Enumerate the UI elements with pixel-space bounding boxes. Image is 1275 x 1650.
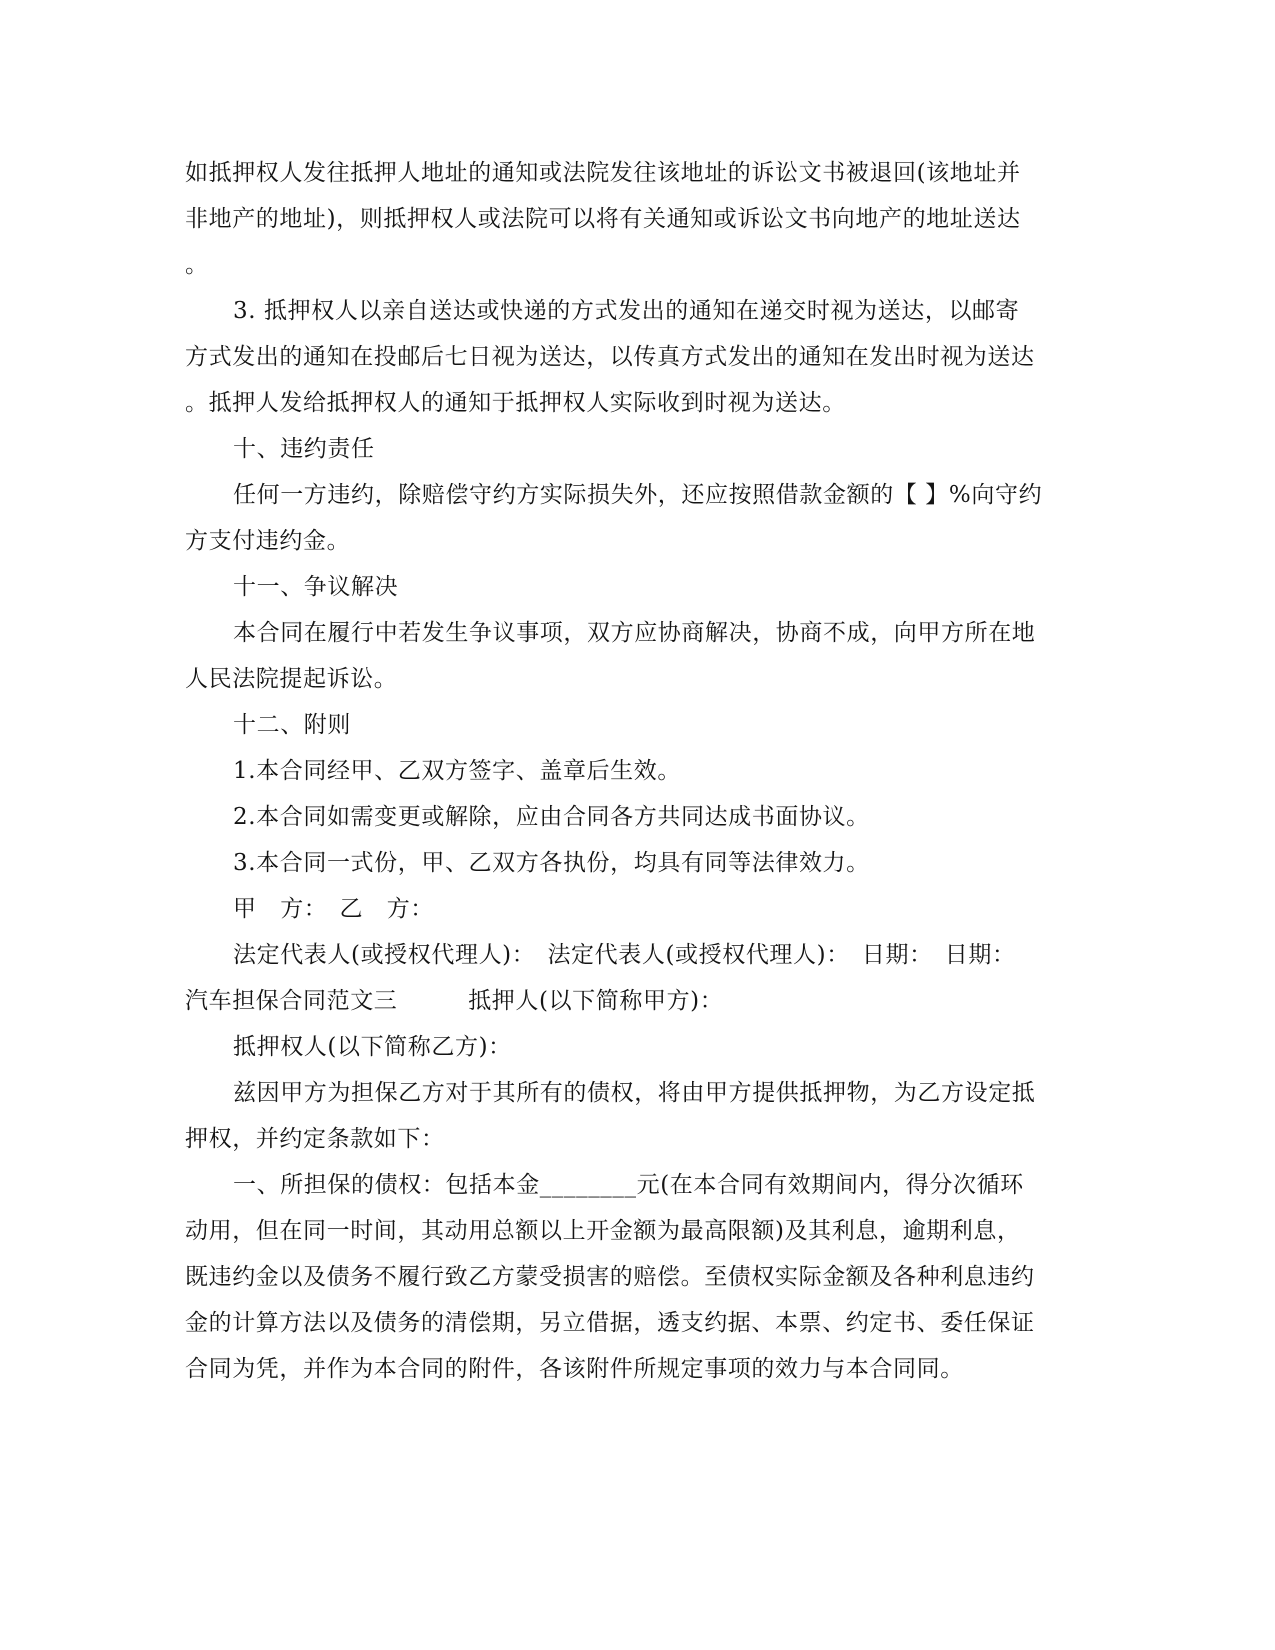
- text-line: 既违约金以及债务不履行致乙方蒙受损害的赔偿。至债权实际金额及各种利息违约: [185, 1264, 1035, 1290]
- signature-line: 甲 方： 乙 方：: [233, 896, 434, 922]
- text-line: 任何一方违约，除赔偿守约方实际损失外，还应按照借款金额的【 】%向守约: [233, 482, 1043, 508]
- section-heading: 十一、争议解决: [233, 574, 399, 600]
- section-heading: 十、违约责任: [233, 436, 375, 462]
- text-line: 一、所担保的债权：包括本金________元(在本合同有效期间内，得分次循环: [233, 1172, 1024, 1198]
- text-line: 1.本合同经甲、乙双方签字、盖章后生效。: [233, 758, 681, 784]
- text-line: 人民法院提起诉讼。: [185, 666, 398, 692]
- text-line: 押权，并约定条款如下：: [185, 1126, 445, 1152]
- text-line: 本合同在履行中若发生争议事项，双方应协商解决，协商不成，向甲方所在地: [233, 620, 1036, 646]
- text-line: 3. 抵押权人以亲自送达或快递的方式发出的通知在递交时视为送达，以邮寄: [233, 298, 1020, 324]
- text-line: 方式发出的通知在投邮后七日视为送达，以传真方式发出的通知在发出时视为送达: [185, 344, 1035, 370]
- section-heading: 十二、附则: [233, 712, 351, 738]
- text-line: 合同为凭，并作为本合同的附件，各该附件所规定事项的效力与本合同同。: [185, 1356, 964, 1382]
- signature-line: 法定代表人(或授权代理人)： 法定代表人(或授权代理人)： 日期： 日期：: [233, 942, 1016, 968]
- text-line: 汽车担保合同范文三 抵押人(以下简称甲方)：: [185, 988, 724, 1014]
- text-line: 金的计算方法以及债务的清偿期，另立借据，透支约据、本票、约定书、委任保证: [185, 1310, 1035, 1336]
- text-line: 非地产的地址)，则抵押权人或法院可以将有关通知或诉讼文书向地产的地址送达: [185, 206, 1021, 232]
- text-line: 3.本合同一式份，甲、乙双方各执份，均具有同等法律效力。: [233, 850, 870, 876]
- text-line: 如抵押权人发往抵押人地址的通知或法院发往该地址的诉讼文书被退回(该地址并: [185, 160, 1021, 186]
- text-line: 动用，但在同一时间，其动用总额以上开金额为最高限额)及其利息，逾期利息，: [185, 1218, 1021, 1244]
- text-line: 2.本合同如需变更或解除，应由合同各方共同达成书面协议。: [233, 804, 870, 830]
- text-line: 抵押权人(以下简称乙方)：: [233, 1034, 512, 1060]
- text-line: 兹因甲方为担保乙方对于其所有的债权，将由甲方提供抵押物，为乙方设定抵: [233, 1080, 1036, 1106]
- text-line: 。抵押人发给抵押权人的通知于抵押权人实际收到时视为送达。: [185, 390, 846, 416]
- text-line: 。: [185, 252, 209, 278]
- text-line: 方支付违约金。: [185, 528, 351, 554]
